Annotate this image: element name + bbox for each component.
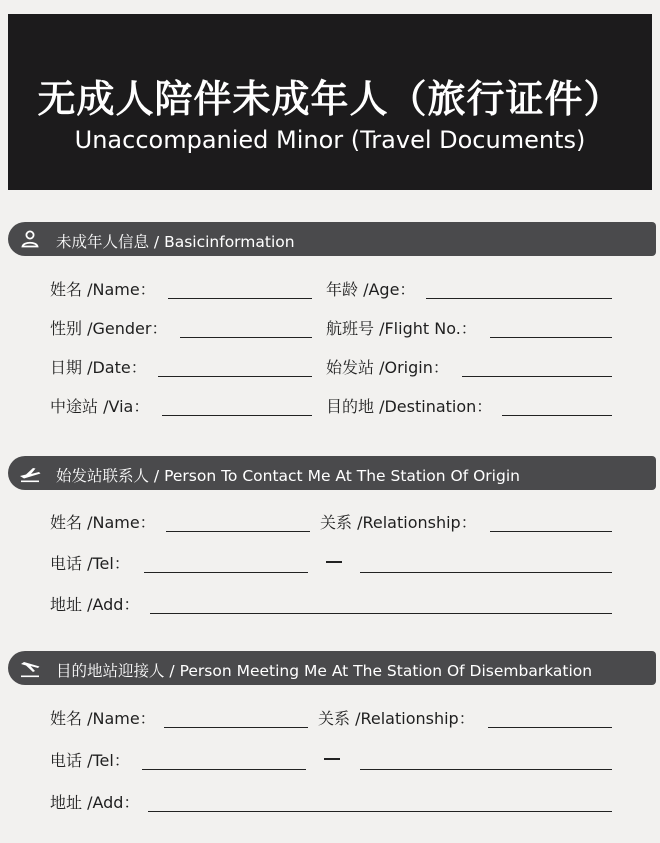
origin-contact-tel-number[interactable] bbox=[360, 552, 614, 576]
section-destination-contact-header bbox=[8, 651, 656, 685]
form-header bbox=[8, 14, 652, 190]
field-label: 电话 /Tel： bbox=[50, 554, 130, 573]
field-label: 地址 /Add： bbox=[50, 793, 140, 812]
name-input-line[interactable] bbox=[168, 298, 312, 299]
name-input-line[interactable] bbox=[164, 727, 308, 728]
tel-area-code-input-line[interactable] bbox=[142, 769, 306, 770]
field-label: 姓名 /Name： bbox=[50, 513, 156, 532]
tel-area-code-input-line[interactable] bbox=[144, 572, 308, 573]
destination-input-line[interactable] bbox=[502, 415, 612, 416]
origin-input-line[interactable] bbox=[462, 376, 612, 377]
relationship-input-line[interactable] bbox=[488, 727, 612, 728]
plane-landing-icon bbox=[18, 656, 42, 680]
address-input-line[interactable] bbox=[150, 613, 612, 614]
field-label: 目的地 /Destination： bbox=[326, 397, 493, 416]
field-label: 年龄 /Age： bbox=[326, 280, 416, 299]
field-label: 性别 /Gender： bbox=[50, 319, 168, 338]
field-label: 地址 /Add： bbox=[50, 595, 140, 614]
person-icon bbox=[18, 227, 42, 251]
tel-number-input-line[interactable] bbox=[360, 572, 612, 573]
tel-separator-dash bbox=[324, 758, 340, 760]
form-title-chinese: 无成人陪伴未成年人（旅行证件） bbox=[37, 77, 623, 121]
field-label: 始发站 /Origin： bbox=[326, 358, 449, 377]
name-input-line[interactable] bbox=[166, 531, 310, 532]
field-label: 关系 /Relationship： bbox=[320, 513, 477, 532]
via-input-line[interactable] bbox=[162, 415, 312, 416]
age-input-line[interactable] bbox=[426, 298, 612, 299]
destination-contact-tel-number[interactable] bbox=[360, 749, 614, 773]
address-input-line[interactable] bbox=[148, 811, 612, 812]
field-label: 姓名 /Name： bbox=[50, 709, 156, 728]
field-label: 电话 /Tel： bbox=[50, 751, 130, 770]
form-title-english: Unaccompanied Minor (Travel Documents) bbox=[74, 126, 586, 154]
field-label: 日期 /Date： bbox=[50, 358, 147, 377]
gender-input-line[interactable] bbox=[180, 337, 312, 338]
relationship-input-line[interactable] bbox=[490, 531, 612, 532]
section-title: 未成年人信息 / Basicinformation bbox=[56, 233, 295, 251]
plane-takeoff-icon bbox=[18, 461, 42, 485]
tel-separator-dash bbox=[326, 561, 342, 563]
field-label: 中途站 /Via： bbox=[50, 397, 150, 416]
field-label: 关系 /Relationship： bbox=[318, 709, 475, 728]
field-label: 航班号 /Flight No.： bbox=[326, 319, 477, 338]
date-input-line[interactable] bbox=[158, 376, 312, 377]
flight-number-input-line[interactable] bbox=[490, 337, 612, 338]
section-title: 目的地站迎接人 / Person Meeting Me At The Station Of Disembarkation bbox=[56, 662, 593, 680]
section-title: 始发站联系人 / Person To Contact Me At The Station Of Origin bbox=[56, 467, 520, 485]
section-basic-information-header bbox=[8, 222, 656, 256]
field-label: 姓名 /Name： bbox=[50, 280, 156, 299]
tel-number-input-line[interactable] bbox=[360, 769, 612, 770]
section-origin-contact-header bbox=[8, 456, 656, 490]
